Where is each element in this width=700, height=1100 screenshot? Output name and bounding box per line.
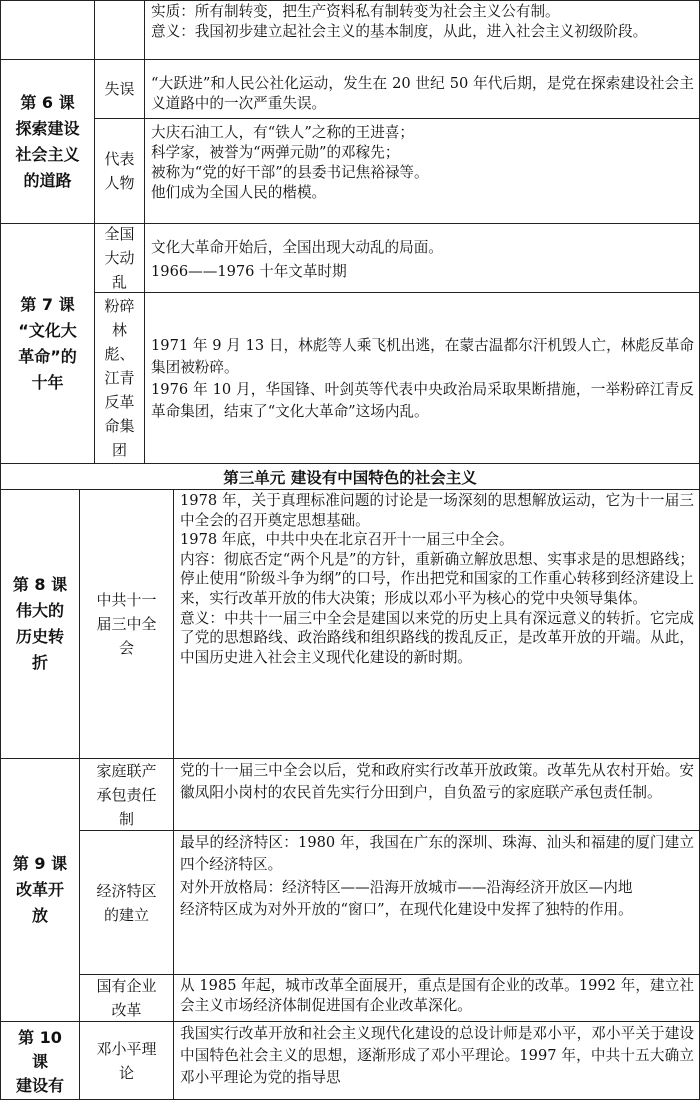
topic-cell-representatives: 代表 人物 — [94, 118, 145, 224]
unit-3-heading: 第三单元 建设有中国特色的社会主义 — [0, 463, 700, 490]
topic-cell-deng-theory: 邓小平理 论 — [79, 1021, 174, 1100]
content-cell-socialist-transformation: 实质：所有制转变，把生产资料私有制转变为社会主义公有制。 意义：我国初步建立起社会主义的基本制度，从此，进入社会主义初级阶段。 — [144, 0, 700, 60]
topic-cell-continued — [94, 0, 145, 60]
content-cell-household-contract: 党的十一届三中全会以后，党和政府实行改革开放政策。改革先从农村开始。安徽凤阳小岗村的农民首先实行分田到户，自负盈亏的家庭联产承包责任制。 — [173, 758, 700, 831]
topic-cell-soe-reform: 国有企业 改革 — [79, 974, 174, 1022]
content-cell-turmoil: 文化大革命开始后，全国出现大动乱的局面。 1966——1976 十年文革时期 — [144, 223, 700, 293]
content-cell-special-zones: 最早的经济特区：1980 年，我国在广东的深圳、珠海、汕头和福建的厦门建立四个经济特区。 对外开放格局：经济特区——沿海开放城市——沿海经济开放区—内地 经济特区成为对外开放的“窗口”，在现代化建设中发挥了独特的作用。 — [173, 830, 700, 975]
topic-cell-turmoil: 全国 大动 乱 — [94, 223, 145, 293]
lesson-9-title: 第 9 课 改革开 放 — [0, 758, 80, 1022]
lesson-10-title: 第 10 课 建设有 — [0, 1021, 80, 1100]
topic-cell-special-zones: 经济特区 的建立 — [79, 830, 174, 975]
lesson-cell-continued — [0, 0, 95, 60]
topic-cell-third-plenum: 中共十一 届三中全 会 — [79, 489, 174, 759]
content-cell-mistake: “大跃进”和人民公社化运动，发生在 20 世纪 50 年代后期，是党在探索建设社会主义道路中的一次严重失误。 — [144, 59, 700, 119]
topic-cell-smash-groups: 粉碎 林 彪、 江青 反革 命集 团 — [94, 292, 145, 464]
lesson-6-title: 第 6 课 探索建设 社会主义 的道路 — [0, 59, 95, 224]
content-cell-representatives: 大庆石油工人，有“铁人”之称的王进喜； 科学家，被誉为“两弹元勋”的邓稼先； 被称为“党的好干部”的县委书记焦裕禄等。 他们成为全国人民的楷模。 — [144, 118, 700, 224]
lesson-8-title: 第 8 课 伟大的 历史转 折 — [0, 489, 80, 759]
topic-cell-mistake: 失误 — [94, 59, 145, 119]
content-cell-soe-reform: 从 1985 年起，城市改革全面展开，重点是国有企业的改革。1992 年，建立社会主义市场经济体制促进国有企业改革深化。 — [173, 974, 700, 1022]
content-cell-smash-groups: 1971 年 9 月 13 日，林彪等人乘飞机出逃，在蒙古温都尔汗机毁人亡，林彪反革命集团被粉碎。 1976 年 10 月，华国锋、叶剑英等代表中央政治局采取果断措施，一举粉碎江青反革命集团，结束了“文化大革命”这场内乱。 — [144, 292, 700, 464]
lesson-7-title: 第 7 课 “文化大 革命”的 十年 — [0, 223, 95, 464]
content-cell-third-plenum: 1978 年，关于真理标准问题的讨论是一场深刻的思想解放运动，它为十一届三中全会的召开奠定思想基础。 1978 年底，中共中央在北京召开十一届三中全会。 内容：彻底否定“两个凡是”的方针，重新确立解放思想、实事求是的思想路线；停止使用“阶级斗争为纲”的口号，作出把党和国家的工作重心转移到经济建设上来，实行改革开放的伟大决策；形成以邓小平为核心的党中央领导集体。 意义：中共十一届三中全会是建国以来党的历史上具有深远意义的转折。它完成了党的思想路线、政治路线和组织路线的拨乱反正，是改革开放的开端。从此，中国历史进入社会主义现代化建设的新时期。 — [173, 489, 700, 759]
content-cell-deng-theory: 我国实行改革开放和社会主义现代化建设的总设计师是邓小平，邓小平关于建设中国特色社会主义的思想，逐渐形成了邓小平理论。1997 年，中共十五大确立邓小平理论为党的指导思 — [173, 1021, 700, 1100]
topic-cell-household-contract: 家庭联产 承包责任 制 — [79, 758, 174, 831]
